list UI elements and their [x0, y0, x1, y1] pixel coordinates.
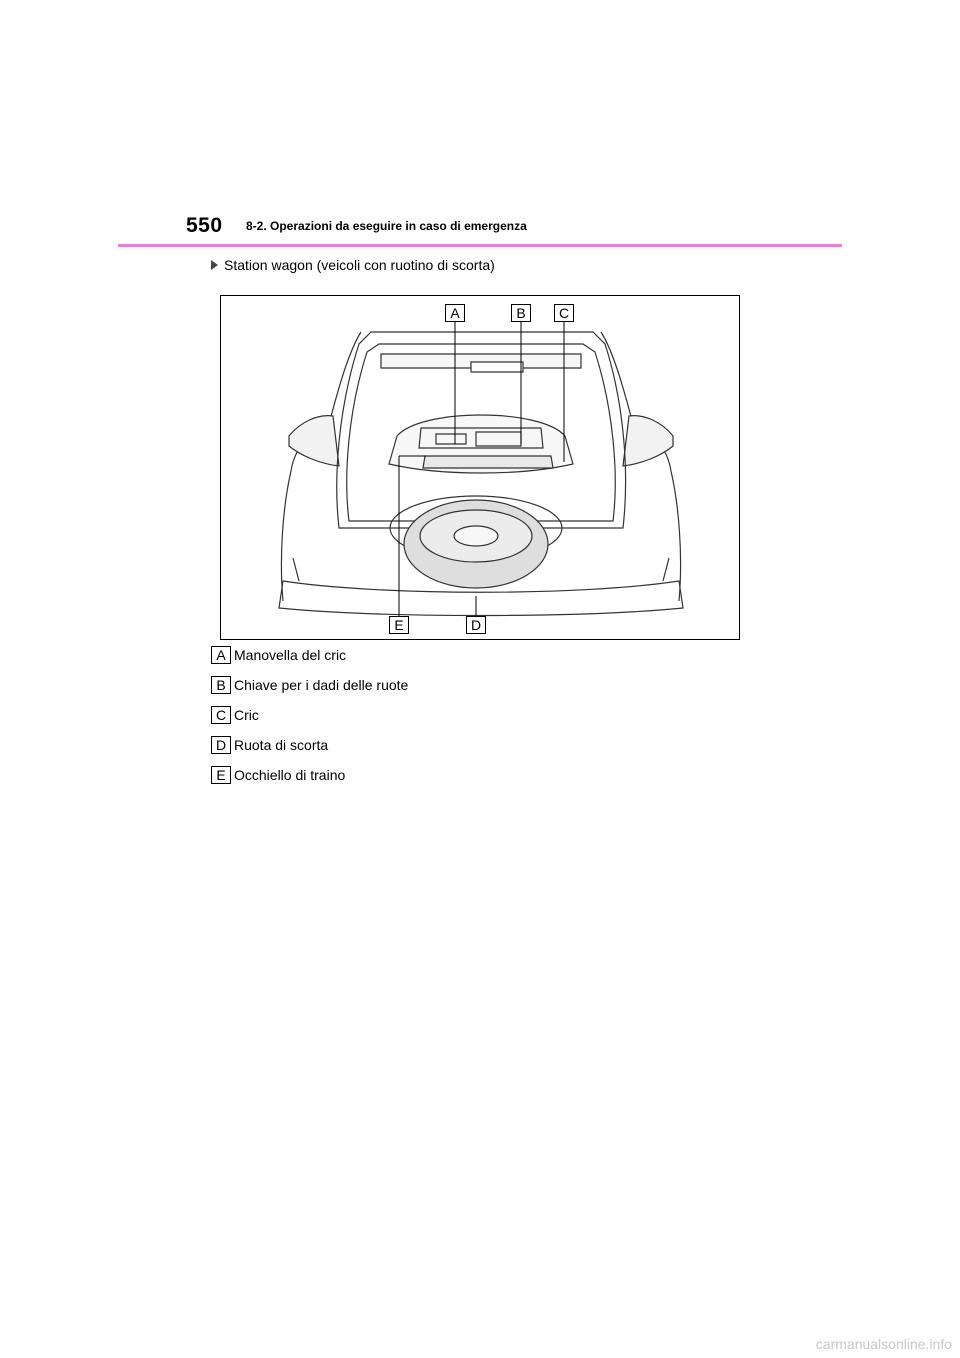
legend-item: [211, 706, 408, 724]
callout-c: C: [554, 304, 574, 322]
legend-label: Occhiello di traino: [234, 767, 346, 783]
section-title: 8-2. Operazioni da eseguire in caso di emergenza: [246, 219, 527, 233]
legend-label: Ruota di scorta: [234, 737, 329, 753]
trunk-illustration: [220, 295, 740, 640]
callout-d: D: [466, 616, 486, 634]
header-divider: [118, 244, 842, 247]
legend-key: C: [211, 706, 231, 724]
legend-label: Chiave per i dadi delle ruote: [234, 677, 409, 693]
callout-a: A: [445, 304, 465, 322]
legend-item: [211, 646, 408, 664]
station-wagon-trunk-drawing: [221, 296, 741, 641]
legend-item: [211, 766, 408, 784]
legend-label: Manovella del cric: [234, 647, 347, 663]
page-number: 550: [186, 214, 223, 237]
callout-e: E: [389, 616, 409, 634]
triangle-arrow-icon: [211, 260, 218, 270]
legend-key: B: [211, 676, 231, 694]
legend-key: E: [211, 766, 231, 784]
legend-key: D: [211, 736, 231, 754]
legend-label: Cric: [234, 707, 259, 723]
legend-item: [211, 736, 408, 754]
watermark: carmanualsonline.info: [815, 1336, 952, 1352]
callout-b: B: [511, 304, 531, 322]
legend-item: [211, 676, 408, 694]
subheading-text: Station wagon (veicoli con ruotino di scorta): [224, 257, 495, 273]
legend-key: A: [211, 646, 231, 664]
subheading: [211, 257, 495, 273]
legend: [211, 646, 408, 796]
